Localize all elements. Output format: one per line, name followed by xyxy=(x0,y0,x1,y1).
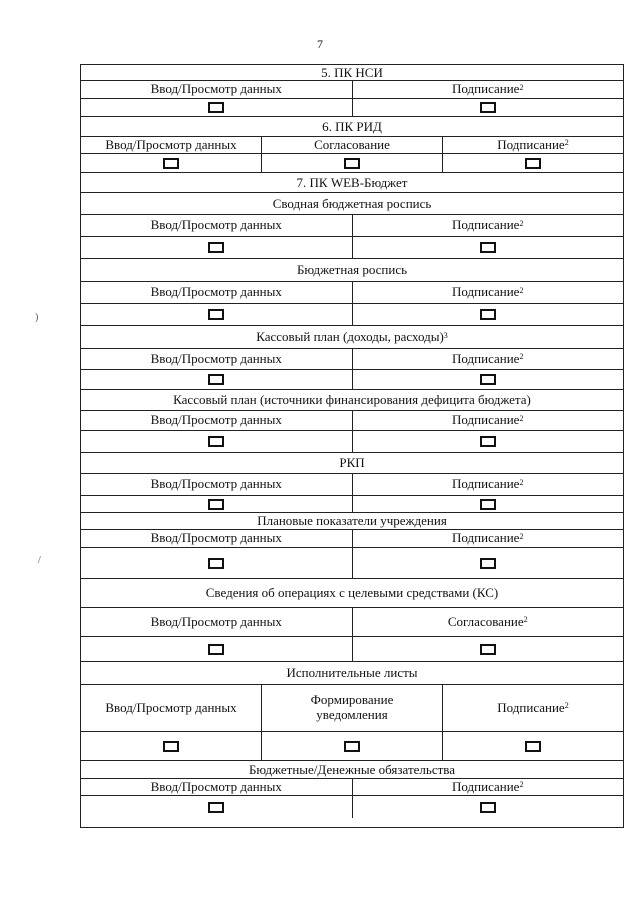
subsection-title-row xyxy=(81,662,623,685)
input-view-checkbox[interactable] xyxy=(208,242,224,253)
scan-mark: / xyxy=(38,555,41,566)
signing-checkbox[interactable] xyxy=(525,741,541,752)
input-view-checkbox[interactable] xyxy=(208,374,224,385)
section-title-nsi: 5. ПК НСИ xyxy=(321,64,383,80)
subsection-title-target-funds-operations: Сведения об операциях с целевыми средствами (КС) xyxy=(205,585,499,600)
column-header-approval: Согласование $^2$ xyxy=(447,613,528,629)
subsection-title-row xyxy=(81,193,623,215)
signing-checkbox[interactable] xyxy=(480,242,496,253)
column-header-signing: Подписание $^2$ xyxy=(452,530,524,546)
signing-checkbox[interactable] xyxy=(480,499,496,510)
signing-checkbox[interactable] xyxy=(480,102,496,113)
column-header-input-view: Ввод/Просмотр данных xyxy=(81,608,353,636)
subsection-title-cash-plan-income-expenses: Кассовый план (доходы, расходы) $^3$ xyxy=(256,329,448,344)
checkbox-row xyxy=(81,99,623,117)
approval-checkbox[interactable] xyxy=(344,158,360,169)
column-header-signing: Подписание $^2$ xyxy=(452,81,524,97)
approval-checkbox[interactable] xyxy=(480,644,496,655)
subsection-title-row xyxy=(81,390,623,411)
input-view-checkbox[interactable] xyxy=(208,102,224,113)
column-header-signing: Подписание $^2$ xyxy=(452,412,524,428)
page-number: 7 xyxy=(317,37,323,51)
header-row xyxy=(81,608,623,637)
header-row xyxy=(81,282,623,304)
header-row xyxy=(81,474,623,496)
checkbox-row xyxy=(81,237,623,259)
section-title-rid: 6. ПК РИД xyxy=(322,118,382,134)
subsection-title-row xyxy=(81,259,623,282)
checkbox-row xyxy=(81,732,623,761)
input-view-checkbox[interactable] xyxy=(163,158,179,169)
column-header-notification: Формирование уведомления xyxy=(262,685,443,731)
signing-checkbox[interactable] xyxy=(480,374,496,385)
column-header-signing: Подписание $^2$ xyxy=(452,284,524,300)
subsection-title-rkp: РКП xyxy=(339,455,365,470)
section-title-row xyxy=(81,65,623,81)
header-row xyxy=(81,137,623,154)
checkbox-row xyxy=(81,496,623,513)
subsection-title-row xyxy=(81,326,623,349)
input-view-checkbox[interactable] xyxy=(208,436,224,447)
subsection-title-consolidated-budget-list: Сводная бюджетная роспись xyxy=(272,195,432,211)
section-title-web-budget: 7. ПК WEB-Бюджет xyxy=(296,174,408,190)
input-view-checkbox[interactable] xyxy=(208,309,224,320)
signing-checkbox[interactable] xyxy=(480,558,496,569)
input-view-checkbox[interactable] xyxy=(163,741,179,752)
column-header-input-view: Ввод/Просмотр данных xyxy=(81,282,353,303)
header-row xyxy=(81,81,623,99)
input-view-checkbox[interactable] xyxy=(208,802,224,813)
input-view-checkbox[interactable] xyxy=(208,644,224,655)
checkbox-row xyxy=(81,637,623,662)
subsection-title-writs-of-execution: Исполнительные листы xyxy=(286,665,418,680)
notification-checkbox[interactable] xyxy=(344,741,360,752)
column-header-signing: Подписание $^2$ xyxy=(452,779,524,794)
checkbox-row xyxy=(81,370,623,390)
section-title-row xyxy=(81,117,623,137)
subsection-title-row xyxy=(81,453,623,474)
column-header-signing: Подписание $^2$ xyxy=(452,350,524,366)
input-view-checkbox[interactable] xyxy=(208,499,224,510)
checkbox-row xyxy=(81,548,623,579)
column-header-signing: Подписание $^2$ xyxy=(497,699,569,715)
column-header-input-view: Ввод/Просмотр данных xyxy=(81,779,353,795)
column-header-input-view: Ввод/Просмотр данных xyxy=(81,474,353,495)
input-view-checkbox[interactable] xyxy=(208,558,224,569)
subsection-title-row xyxy=(81,761,623,779)
header-row xyxy=(81,215,623,237)
subsection-title-cash-plan-deficit-sources: Кассовый план (источники финансирования дефицита бюджета) xyxy=(173,392,531,407)
column-header-input-view: Ввод/Просмотр данных xyxy=(81,137,262,153)
signing-checkbox[interactable] xyxy=(525,158,541,169)
subsection-title-row xyxy=(81,579,623,608)
subsection-title-institution-plan-indicators: Плановые показатели учреждения xyxy=(257,513,447,528)
subsection-title-budget-list: Бюджетная роспись xyxy=(296,262,408,277)
column-header-input-view: Ввод/Просмотр данных xyxy=(81,349,353,369)
column-header-input-view: Ввод/Просмотр данных xyxy=(81,81,353,98)
column-header-input-view: Ввод/Просмотр данных xyxy=(81,215,353,236)
subsection-title-budget-obligations: Бюджетные/Денежные обязательства xyxy=(248,761,456,777)
scan-mark: ) xyxy=(35,312,39,323)
checkbox-row xyxy=(81,431,623,453)
signing-checkbox[interactable] xyxy=(480,802,496,813)
header-row xyxy=(81,349,623,370)
subsection-title-row xyxy=(81,513,623,530)
checkbox-row xyxy=(81,154,623,173)
column-header-input-view: Ввод/Просмотр данных xyxy=(81,685,262,731)
header-row xyxy=(81,685,623,732)
column-header-signing: Подписание $^2$ xyxy=(452,217,524,233)
access-rights-form xyxy=(80,64,624,828)
checkbox-row xyxy=(81,304,623,326)
column-header-approval: Согласование xyxy=(262,137,443,153)
section-title-row xyxy=(81,173,623,193)
checkbox-row xyxy=(81,796,623,818)
signing-checkbox[interactable] xyxy=(480,309,496,320)
header-row xyxy=(81,530,623,548)
header-row xyxy=(81,411,623,431)
column-header-input-view: Ввод/Просмотр данных xyxy=(81,411,353,430)
column-header-input-view: Ввод/Просмотр данных xyxy=(81,530,353,547)
header-row xyxy=(81,779,623,796)
column-header-signing: Подписание $^2$ xyxy=(497,137,569,152)
column-header-signing: Подписание $^2$ xyxy=(452,476,524,492)
signing-checkbox[interactable] xyxy=(480,436,496,447)
